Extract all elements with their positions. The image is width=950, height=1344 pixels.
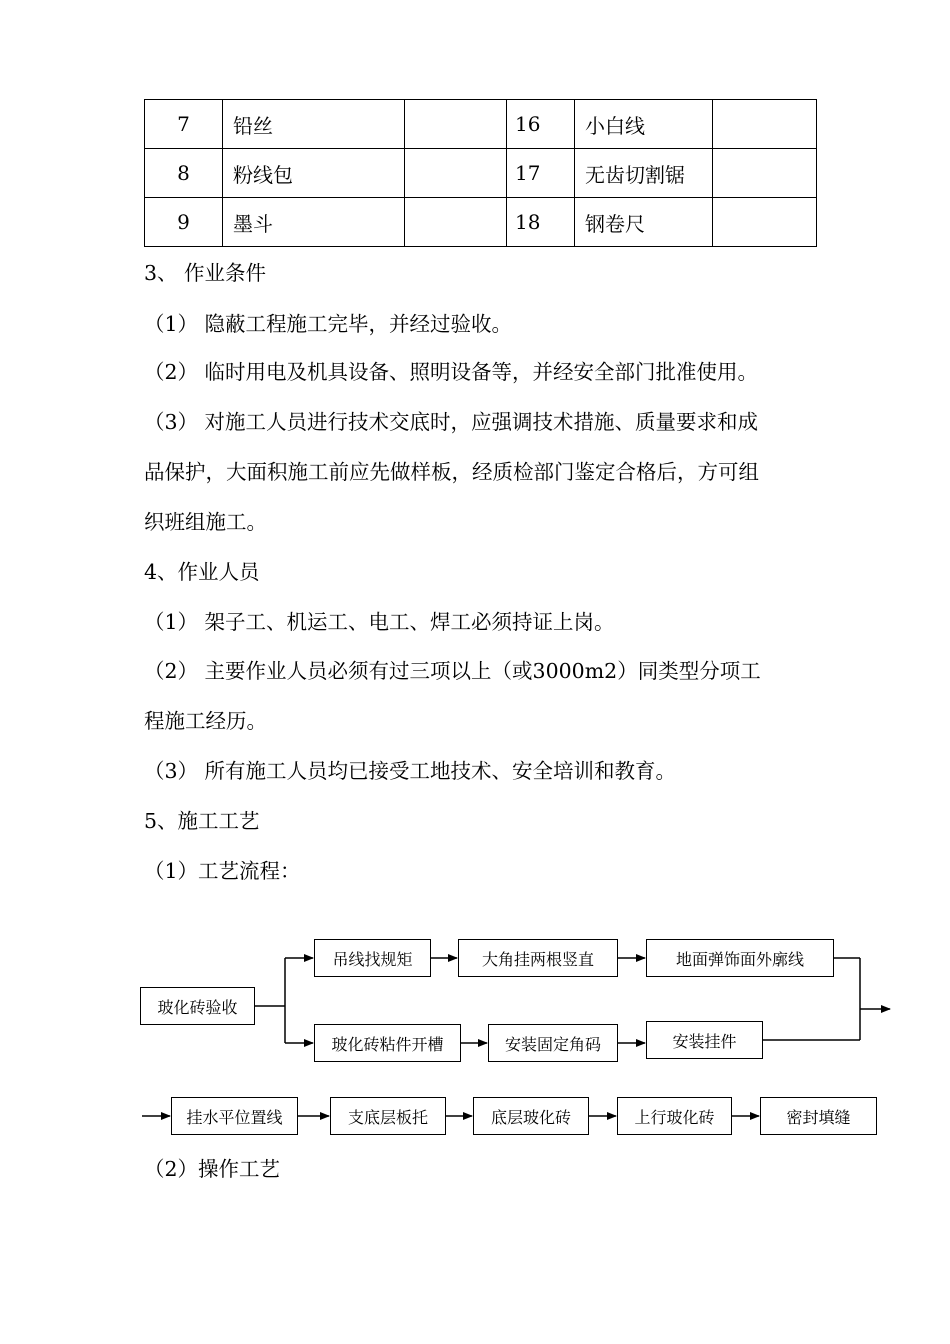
flow-step: 安装固定角码 — [488, 1024, 618, 1062]
flow-step: 密封填缝 — [760, 1097, 877, 1135]
section-5-title: 5、施工工艺 — [144, 809, 260, 833]
flow-step: 吊线找规矩 — [314, 939, 431, 977]
table-cell: 17 — [507, 149, 575, 198]
paragraph: （1） 架子工、机运工、电工、焊工必须持证上岗。 — [144, 610, 615, 634]
table-cell: 墨斗 — [223, 198, 405, 247]
table-cell: 铅丝 — [223, 100, 405, 149]
table-cell: 粉线包 — [223, 149, 405, 198]
flow-step: 安装挂件 — [646, 1021, 763, 1059]
table-cell: 18 — [507, 198, 575, 247]
paragraph: （2）操作工艺 — [144, 1157, 281, 1181]
section-4-title: 4、作业人员 — [144, 560, 260, 584]
table-cell: 无齿切割锯 — [575, 149, 713, 198]
table-cell: 钢卷尺 — [575, 198, 713, 247]
flow-step: 支底层板托 — [330, 1097, 446, 1135]
paragraph: 程施工经历。 — [144, 709, 267, 733]
flow-step: 底层玻化砖 — [473, 1097, 589, 1135]
flow-step: 挂水平位置线 — [171, 1097, 298, 1135]
flow-step: 地面弹饰面外廓线 — [646, 939, 834, 977]
flow-step: 上行玻化砖 — [617, 1097, 732, 1135]
paragraph: （3） 对施工人员进行技术交底时，应强调技术措施、质量要求和成 — [144, 410, 759, 434]
flow-step: 玻化砖粘件开槽 — [314, 1024, 461, 1062]
paragraph: （1）工艺流程： — [144, 859, 301, 883]
table-cell: 7 — [145, 100, 223, 149]
paragraph: （3） 所有施工人员均已接受工地技术、安全培训和教育。 — [144, 759, 677, 783]
table-cell: 9 — [145, 198, 223, 247]
table-cell: 8 — [145, 149, 223, 198]
paragraph: （1） 隐蔽工程施工完毕，并经过验收。 — [144, 312, 513, 336]
paragraph: 织班组施工。 — [144, 510, 267, 534]
paragraph: （2） 主要作业人员必须有过三项以上（或3000m2）同类型分项工 — [144, 659, 761, 683]
flow-step: 大角挂两根竖直 — [458, 939, 618, 977]
paragraph: 品保护，大面积施工前应先做样板，经质检部门鉴定合格后，方可组 — [144, 460, 759, 484]
table-cell: 16 — [507, 100, 575, 149]
flow-step-start: 玻化砖验收 — [140, 987, 255, 1025]
table-cell: 小白线 — [575, 100, 713, 149]
section-3-title: 3、 作业条件 — [144, 261, 267, 285]
paragraph: （2） 临时用电及机具设备、照明设备等，并经安全部门批准使用。 — [144, 360, 759, 384]
